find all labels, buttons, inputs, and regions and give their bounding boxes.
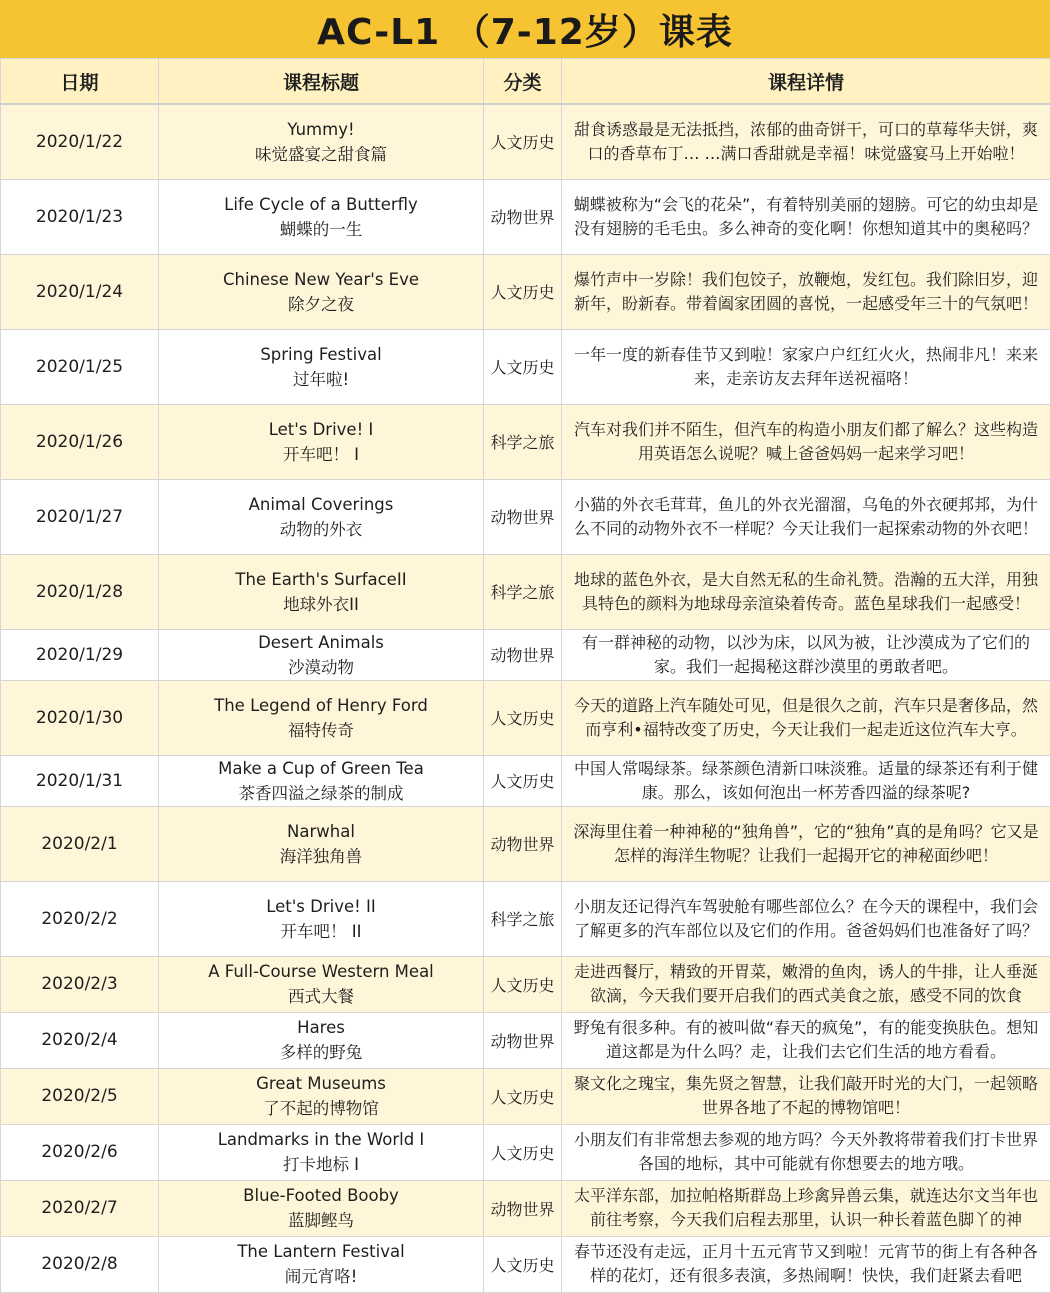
table-row: [1, 755, 1050, 806]
table-row: [1, 1124, 1050, 1180]
row-date: 2020/1/24: [1, 254, 159, 329]
table-row: [1, 806, 1050, 881]
row-date: 2020/2/5: [1, 1068, 159, 1124]
table-row: [1, 404, 1050, 479]
row-category: 人文历史: [484, 1068, 562, 1124]
row-detail-text: 甜食诱惑最是无法抵挡，浓郁的曲奇饼干，可口的草莓华夫饼，爽口的香草布丁… …满口香甜就是幸福！味觉盛宴马上开始啦！: [567, 118, 1045, 166]
table-row: [1, 680, 1050, 755]
row-title: [159, 755, 484, 806]
row-detail: [562, 1012, 1050, 1068]
row-detail: [562, 1124, 1050, 1180]
row-detail-text: 深海里住着一种神秘的“独角兽”，它的“独角”真的是角吗？它又是怎样的海洋生物呢？让我们一起揭开它的神秘面纱吧！: [567, 820, 1045, 868]
row-title-cn: 除夕之夜: [163, 292, 479, 317]
row-category: 科学之旅: [484, 881, 562, 956]
schedule-table: [0, 58, 1050, 1293]
row-title-en: Chinese New Year's Eve: [163, 267, 479, 292]
row-title: [159, 629, 484, 680]
row-detail: [562, 881, 1050, 956]
row-detail: [562, 755, 1050, 806]
row-title-en: Let's Drive! II: [163, 894, 479, 919]
header-category: 分类: [484, 59, 562, 105]
row-category: 动物世界: [484, 179, 562, 254]
row-category: 动物世界: [484, 1012, 562, 1068]
row-date: 2020/2/2: [1, 881, 159, 956]
table-row: [1, 1236, 1050, 1292]
row-date: 2020/1/22: [1, 104, 159, 179]
row-detail: [562, 629, 1050, 680]
row-title: [159, 404, 484, 479]
row-title-cn: 沙漠动物: [163, 655, 479, 680]
table-row: [1, 629, 1050, 680]
row-date: 2020/1/28: [1, 554, 159, 629]
row-title: [159, 254, 484, 329]
row-date: 2020/2/6: [1, 1124, 159, 1180]
row-category: 动物世界: [484, 629, 562, 680]
row-title-en: Hares: [163, 1015, 479, 1040]
header-row: [1, 59, 1050, 105]
row-detail-text: 中国人常喝绿茶。绿茶颜色清新口味淡雅。适量的绿茶还有利于健康。那么，该如何泡出一杯芳香四溢的绿茶呢?: [567, 757, 1045, 805]
row-category: 人文历史: [484, 329, 562, 404]
row-title-cn: 打卡地标 Ⅰ: [163, 1152, 479, 1177]
row-title-cn: 福特传奇: [163, 718, 479, 743]
row-detail-text: 有一群神秘的动物，以沙为床，以风为被，让沙漠成为了它们的家。我们一起揭秘这群沙漠里的勇敢者吧。: [567, 631, 1045, 679]
table-row: [1, 329, 1050, 404]
row-title: [159, 329, 484, 404]
row-title-en: Blue-Footed Booby: [163, 1183, 479, 1208]
table-row: [1, 1068, 1050, 1124]
row-title-en: The Earth's SurfaceII: [163, 567, 479, 592]
row-detail-text: 太平洋东部，加拉帕格斯群岛上珍禽异兽云集，就连达尔文当年也前往考察，今天我们启程去那里，认识一种长着蓝色脚丫的神: [567, 1184, 1045, 1232]
row-title: [159, 1068, 484, 1124]
row-title-cn: 了不起的博物馆: [163, 1096, 479, 1121]
row-detail-text: 今天的道路上汽车随处可见，但是很久之前，汽车只是奢侈品，然而亨利•福特改变了历史，今天让我们一起走近这位汽车大亨。: [567, 694, 1045, 742]
row-date: 2020/1/25: [1, 329, 159, 404]
row-category: 科学之旅: [484, 554, 562, 629]
row-date: 2020/1/30: [1, 680, 159, 755]
row-title-en: Animal Coverings: [163, 492, 479, 517]
row-title-cn: 蓝脚鲣鸟: [163, 1208, 479, 1233]
row-title: [159, 479, 484, 554]
row-title-en: Spring Festival: [163, 342, 479, 367]
row-title-cn: 开车吧！ II: [163, 919, 479, 944]
row-detail: [562, 680, 1050, 755]
row-detail-text: 地球的蓝色外衣，是大自然无私的生命礼赞。浩瀚的五大洋，用独具特色的颜料为地球母亲渲染着传奇。蓝色星球我们一起感受！: [567, 568, 1045, 616]
table-row: [1, 956, 1050, 1012]
row-title-cn: 地球外衣II: [163, 592, 479, 617]
row-detail-text: 聚文化之瑰宝，集先贤之智慧，让我们敲开时光的大门，一起领略世界各地了不起的博物馆吧！: [567, 1072, 1045, 1120]
row-detail: [562, 329, 1050, 404]
table-row: [1, 881, 1050, 956]
row-date: 2020/2/7: [1, 1180, 159, 1236]
row-title: [159, 680, 484, 755]
row-category: 科学之旅: [484, 404, 562, 479]
row-title-en: Landmarks in the World Ⅰ: [163, 1127, 479, 1152]
row-detail: [562, 554, 1050, 629]
row-title-en: A Full-Course Western Meal: [163, 959, 479, 984]
row-detail: [562, 254, 1050, 329]
row-category: 人文历史: [484, 104, 562, 179]
row-detail: [562, 956, 1050, 1012]
row-detail-text: 蝴蝶被称为“会飞的花朵”，有着特别美丽的翅膀。可它的幼虫却是没有翅膀的毛毛虫。多么神奇的变化啊！你想知道其中的奥秘吗？: [567, 193, 1045, 241]
row-title-cn: 味觉盛宴之甜食篇: [163, 142, 479, 167]
row-date: 2020/1/26: [1, 404, 159, 479]
row-category: 人文历史: [484, 680, 562, 755]
header-date: 日期: [1, 59, 159, 105]
row-detail: [562, 1068, 1050, 1124]
row-title-en: The Lantern Festival: [163, 1239, 479, 1264]
row-title-en: Life Cycle of a Butterfly: [163, 192, 479, 217]
row-title: [159, 179, 484, 254]
row-category: 人文历史: [484, 1124, 562, 1180]
row-title-cn: 西式大餐: [163, 984, 479, 1009]
table-row: [1, 179, 1050, 254]
row-title: [159, 104, 484, 179]
table-row: [1, 1012, 1050, 1068]
row-title-cn: 茶香四溢之绿茶的制成: [163, 781, 479, 806]
row-category: 动物世界: [484, 479, 562, 554]
row-title-en: Narwhal: [163, 819, 479, 844]
row-title-cn: 蝴蝶的一生: [163, 217, 479, 242]
row-category: 人文历史: [484, 755, 562, 806]
row-date: 2020/2/3: [1, 956, 159, 1012]
row-title: [159, 806, 484, 881]
row-title: [159, 881, 484, 956]
row-title-en: The Legend of Henry Ford: [163, 693, 479, 718]
row-detail-text: 小朋友还记得汽车驾驶舱有哪些部位么？在今天的课程中，我们会了解更多的汽车部位以及它们的作用。爸爸妈妈们也准备好了吗？: [567, 895, 1045, 943]
row-date: 2020/2/8: [1, 1236, 159, 1292]
row-category: 人文历史: [484, 254, 562, 329]
row-title: [159, 956, 484, 1012]
row-title: [159, 1236, 484, 1292]
row-date: 2020/1/27: [1, 479, 159, 554]
row-date: 2020/2/4: [1, 1012, 159, 1068]
table-row: [1, 254, 1050, 329]
row-date: 2020/2/1: [1, 806, 159, 881]
row-title-cn: 海洋独角兽: [163, 844, 479, 869]
row-title-en: Yummy!: [163, 117, 479, 142]
row-title-cn: 开车吧！ I: [163, 442, 479, 467]
row-detail-text: 汽车对我们并不陌生，但汽车的构造小朋友们都了解么？这些构造用英语怎么说呢？喊上爸爸妈妈一起来学习吧！: [567, 418, 1045, 466]
row-detail: [562, 179, 1050, 254]
row-date: 2020/1/29: [1, 629, 159, 680]
table-row: [1, 554, 1050, 629]
row-title-en: Make a Cup of Green Tea: [163, 756, 479, 781]
row-title: [159, 1180, 484, 1236]
table-row: [1, 1180, 1050, 1236]
row-detail-text: 走进西餐厅，精致的开胃菜，嫩滑的鱼肉，诱人的牛排，让人垂涎欲滴，今天我们要开启我们的西式美食之旅，感受不同的饮食: [567, 960, 1045, 1008]
row-detail-text: 小朋友们有非常想去参观的地方吗？今天外教将带着我们打卡世界各国的地标，其中可能就有你想要去的地方哦。: [567, 1128, 1045, 1176]
row-detail: [562, 1180, 1050, 1236]
table-row: [1, 479, 1050, 554]
row-detail: [562, 479, 1050, 554]
row-title-cn: 动物的外衣: [163, 517, 479, 542]
row-category: 人文历史: [484, 956, 562, 1012]
row-title: [159, 1012, 484, 1068]
row-detail: [562, 1236, 1050, 1292]
header-detail: 课程详情: [562, 59, 1050, 105]
row-detail-text: 野兔有很多种。有的被叫做“春天的疯兔”，有的能变换肤色。想知道这都是为什么吗？走，让我们去它们生活的地方看看。: [567, 1016, 1045, 1064]
row-title-en: Desert Animals: [163, 630, 479, 655]
row-date: 2020/1/31: [1, 755, 159, 806]
row-title-cn: 多样的野兔: [163, 1040, 479, 1065]
row-category: 人文历史: [484, 1236, 562, 1292]
row-detail: [562, 104, 1050, 179]
row-category: 动物世界: [484, 1180, 562, 1236]
row-detail-text: 春节还没有走远，正月十五元宵节又到啦！元宵节的街上有各种各样的花灯，还有很多表演，多热闹啊！快快，我们赶紧去看吧: [567, 1240, 1045, 1288]
row-title-en: Let's Drive! I: [163, 417, 479, 442]
page-title: AC-L1 （7-12岁）课表: [0, 0, 1050, 58]
row-detail-text: 爆竹声中一岁除！我们包饺子，放鞭炮，发红包。我们除旧岁，迎新年，盼新春。带着阖家团圆的喜悦，一起感受年三十的气氛吧！: [567, 268, 1045, 316]
table-row: [1, 104, 1050, 179]
header-title: 课程标题: [159, 59, 484, 105]
row-title: [159, 1124, 484, 1180]
row-title-cn: 闹元宵咯!: [163, 1264, 479, 1289]
row-title: [159, 554, 484, 629]
row-detail: [562, 806, 1050, 881]
row-title-cn: 过年啦!: [163, 367, 479, 392]
row-title-en: Great Museums: [163, 1071, 479, 1096]
row-detail: [562, 404, 1050, 479]
row-detail-text: 一年一度的新春佳节又到啦！家家户户红红火火，热闹非凡！来来来，走亲访友去拜年送祝福咯！: [567, 343, 1045, 391]
row-category: 动物世界: [484, 806, 562, 881]
row-date: 2020/1/23: [1, 179, 159, 254]
row-detail-text: 小猫的外衣毛茸茸，鱼儿的外衣光溜溜，乌龟的外衣硬邦邦，为什么不同的动物外衣不一样呢？今天让我们一起探索动物的外衣吧！: [567, 493, 1045, 541]
